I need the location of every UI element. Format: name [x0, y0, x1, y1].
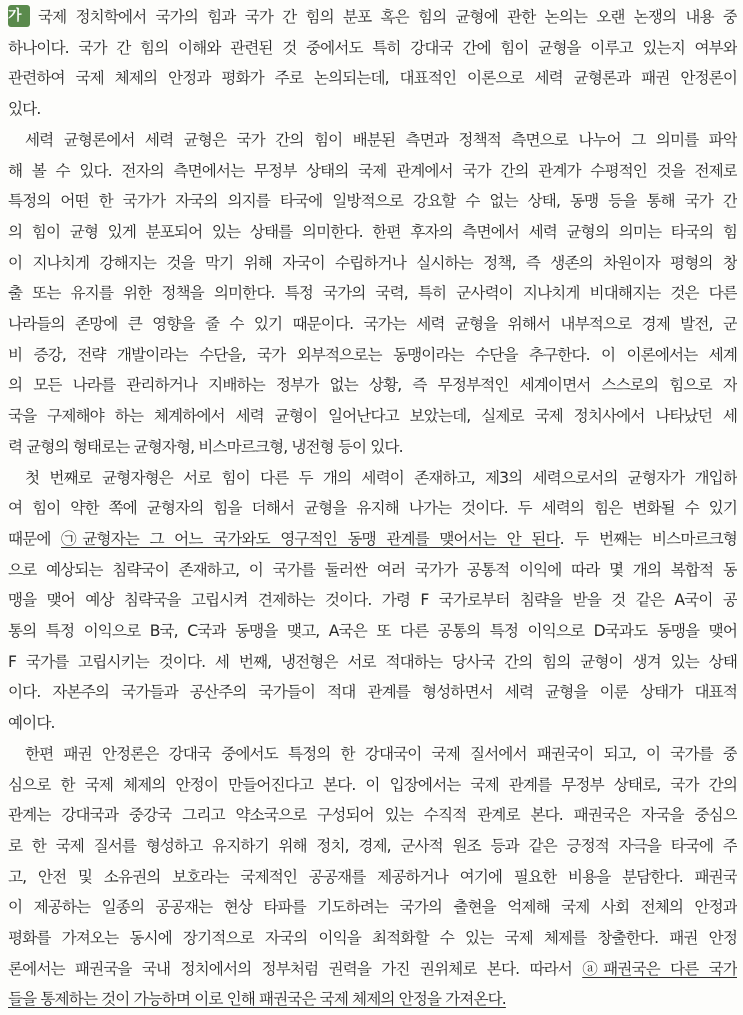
text-line: 이 지나치게 강해지는 것을 막기 위해 자국이 수립하거나 실시하는 정책, 즉 생존의 차원이자 평형의 창: [8, 253, 737, 272]
text-line: 으로 예상되는 침략국이 존재하고, 이 국가를 둘러싼 여러 국가가 공통적 이익에 따라 몇 개의 복합적 동: [8, 560, 737, 579]
line-text: 때문에: [8, 529, 62, 548]
text-line: 고, 안전 및 소유권의 보호라는 국제적인 공공재를 제공하거나 여기에 필요한 비용을 분담한다. 패권국: [8, 867, 737, 886]
text-line: 통의 특정 이익으로 B국, C국과 동맹을 맺고, A국은 또 다른 공통의 특정 이익으로 D국과도 동맹을 맺어: [8, 622, 737, 640]
text-line: 의 모든 나라를 관리하거나 지배하는 정부가 없는 상황, 즉 무정부적인 세계이면서 스스로의 힘으로 자: [8, 376, 737, 395]
text-line: 이다. 자본주의 국가들과 공산주의 국가들이 적대 관계를 형성하면서 세력 균형을 이룬 상태가 대표적: [8, 683, 737, 702]
text-line: 있다.: [8, 100, 41, 119]
line-text: . 두 번째는 비스마르크형: [559, 529, 737, 548]
text-line: 관계는 강대국과 중강국 그리고 약소국으로 구성되어 있는 수직적 관계로 본다. 패권국은 자국을 중심으: [8, 806, 737, 825]
text-line: 예이다.: [8, 714, 55, 733]
text-line: [8, 524, 737, 555]
section-badge: 가: [8, 5, 30, 27]
text-line: 여 힘이 약한 쪽에 균형자의 힘을 더해서 균형을 유지해 나가는 것이다. 두 세력의 힘은 변화될 수 있기: [8, 499, 737, 518]
text-line: 국을 구제해야 하는 체계하에서 세력 균형이 일어난다고 보았는데, 실제로 국제 정치사에서 나타났던 세: [8, 407, 737, 426]
text-line: 출 또는 유지를 위한 정책을 의미한다. 특정 국가의 국력, 특히 군사력이 지나치게 비대해지는 것은 다른: [8, 284, 737, 303]
text-line: 력 균형의 형태로는 균형자형, 비스마르크형, 냉전형 등이 있다.: [8, 437, 403, 456]
underlined-phrase-a: ㉠균형자는 그 어느 국가와도 영구적인 동맹 관계를 맺어서는 안 된다: [61, 529, 560, 548]
text-line: 의 힘이 균형 있게 분포되어 있는 상태를 의미한다. 한편 후자의 측면에서 세력 균형의 의미는 타국의 힘: [8, 222, 737, 241]
text-line: 하나이다. 국가 간 힘의 이해와 관련된 것 중에서도 특히 강대국 간에 힘이 균형을 이루고 있는지 여부와: [8, 38, 737, 57]
text-line: [8, 2, 737, 33]
text-line: 한편 패권 안정론은 강대국 중에서도 특정의 한 강대국이 국제 질서에서 패권국이 되고, 이 국가를 중: [25, 744, 737, 763]
text-line: 해 볼 수 있다. 전자의 측면에서는 무정부 상태의 국제 관계에서 국가 간의 관계가 수평적인 것을 전제로: [8, 161, 737, 180]
text-line: [8, 954, 737, 985]
text-line: 맹을 맺어 예상 침략국을 고립시켜 견제하는 것이다. 가령 F 국가로부터 침략을 받을 것 같은 A국이 공: [8, 591, 737, 610]
line-text: 론에서는 패권국을 국내 정치에서의 정부처럼 권력을 가진 권위체로 본다. 따라서: [8, 959, 583, 978]
text-line: 나라들의 존망에 큰 영향을 줄 수 있기 때문이다. 국가는 세력 균형을 위해서 내부적으로 경제 발전, 군: [8, 315, 737, 333]
line-text: 국제 정치학에서 국가의 힘과 국가 간 힘의 분포 혹은 힘의 균형에 관한 논의는 오랜 논쟁의 내용 중: [38, 8, 737, 26]
text-line: 심으로 한 국제 체제의 안정이 만들어진다고 본다. 이 입장에서는 국제 관계를 무정부 상태로, 국가 간의: [8, 775, 737, 794]
text-line: 관련하여 국제 체제의 안정과 평화가 주로 논의되는데, 대표적인 이론으로 세력 균형론과 패권 안정론이: [8, 69, 737, 88]
text-line: 비 증강, 전략 개발이라는 수단을, 국가 외부적으로는 동맹이라는 수단을 추구한다. 이 이론에서는 세계: [8, 345, 737, 364]
text-line: 들을 통제하는 것이 가능하며 이로 인해 패권국은 국제 체제의 안정을 가져온다.: [8, 990, 506, 1009]
text-line: 평화를 가져오는 동시에 장기적으로 자국의 이익을 최적화할 수 있는 국제 체제를 창출한다. 패권 안정: [8, 929, 737, 947]
text-line: F 국가를 고립시키는 것이다. 세 번째, 냉전형은 서로 적대하는 당사국 간의 힘의 균형이 생겨 있는 상태: [8, 652, 737, 671]
text-line: 특정의 어떤 한 국가가 자국의 의지를 타국에 일방적으로 강요할 수 없는 상태, 동맹 등을 통해 국가 간: [8, 192, 737, 211]
text-line: 첫 번째로 균형자형은 서로 힘이 다른 두 개의 세력이 존재하고, 제3의 세력으로서의 균형자가 개입하: [25, 468, 737, 487]
text-line: 세력 균형론에서 세력 균형은 국가 간의 힘이 배분된 측면과 정책적 측면으로 나누어 그 의미를 파악: [25, 130, 737, 149]
underlined-phrase-b: ⓐ패권국은 다른 국가: [582, 959, 737, 978]
text-line: 로 한 국제 질서를 형성하고 유지하기 위해 정치, 경제, 군사적 원조 등과 같은 긍정적 자극을 타국에 주: [8, 836, 737, 855]
text-line: 이 제공하는 일종의 공공재는 현상 타파를 기도하려는 국가의 출현을 억제해 국제 사회 전체의 안정과: [8, 898, 737, 917]
